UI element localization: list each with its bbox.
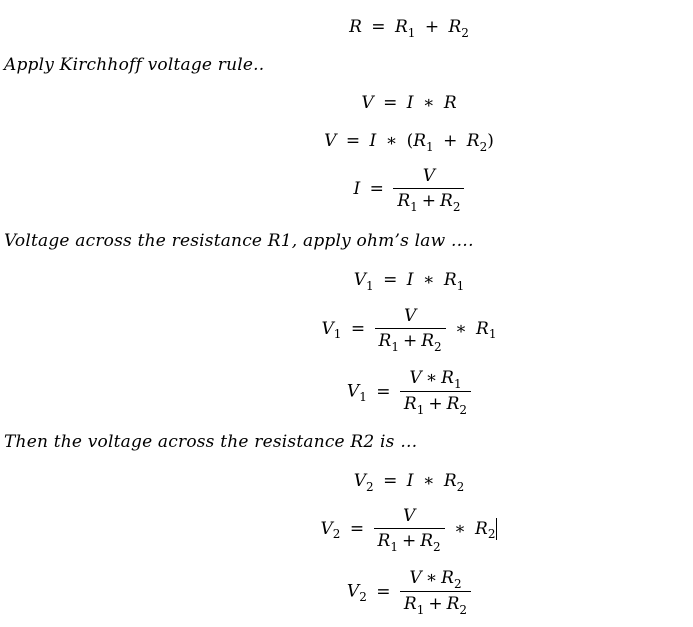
symbol-R: R <box>349 17 362 37</box>
fraction: $\frac{V}{R_1 + R_2}$ <box>374 506 445 552</box>
equation-v-series: V = I ∗ $(R_1 + R_2)$ <box>324 131 494 154</box>
equation-v2-ohms: $V_2 = I$ ∗ $R_2$ <box>353 471 465 494</box>
equation-current: I = $\frac{V}{R_1 + R_2}$ <box>0 166 693 212</box>
text-kirchhoff: Apply Kirchhoff voltage rule.. <box>4 55 265 75</box>
fraction: $\frac{V}{R_1 + R_2}$ <box>375 306 446 352</box>
text-cursor[interactable] <box>496 518 497 540</box>
equation-total-resistance: $R = R_1 + R_2$ <box>349 17 469 40</box>
text-then-r2: Then the voltage across the resistance R2 is … <box>4 432 418 452</box>
fraction: $\frac{V ∗ R_1}{R_1 + R_2}$ <box>400 368 471 415</box>
equation-v1-ohms: $V_1 = I$ ∗ $R_1$ <box>353 270 465 293</box>
equation-v2-fraction: $V_2$ = $\frac{V}{R_1 + R_2}$ ∗ $R_2$ <box>320 506 496 554</box>
text-ohms-law: Voltage across the resistance R1, apply ohm’s law …. <box>4 231 474 251</box>
equation-v2-result: $V_2$ = $\frac{V ∗ R_2}{R_1 + R_2}$ <box>0 568 693 615</box>
fraction: $\frac{V ∗ R_2}{R_1 + R_2}$ <box>400 568 471 615</box>
equation-v1-result: $V_1$ = $\frac{V ∗ R_1}{R_1 + R_2}$ <box>0 368 693 415</box>
equation-v1-fraction: $V_1$ = $\frac{V}{R_1 + R_2}$ ∗ $R_1$ <box>321 306 497 354</box>
equation-ohms-law: V = I ∗ R <box>361 93 457 113</box>
fraction: $\frac{V}{R_1 + R_2}$ <box>393 166 464 212</box>
